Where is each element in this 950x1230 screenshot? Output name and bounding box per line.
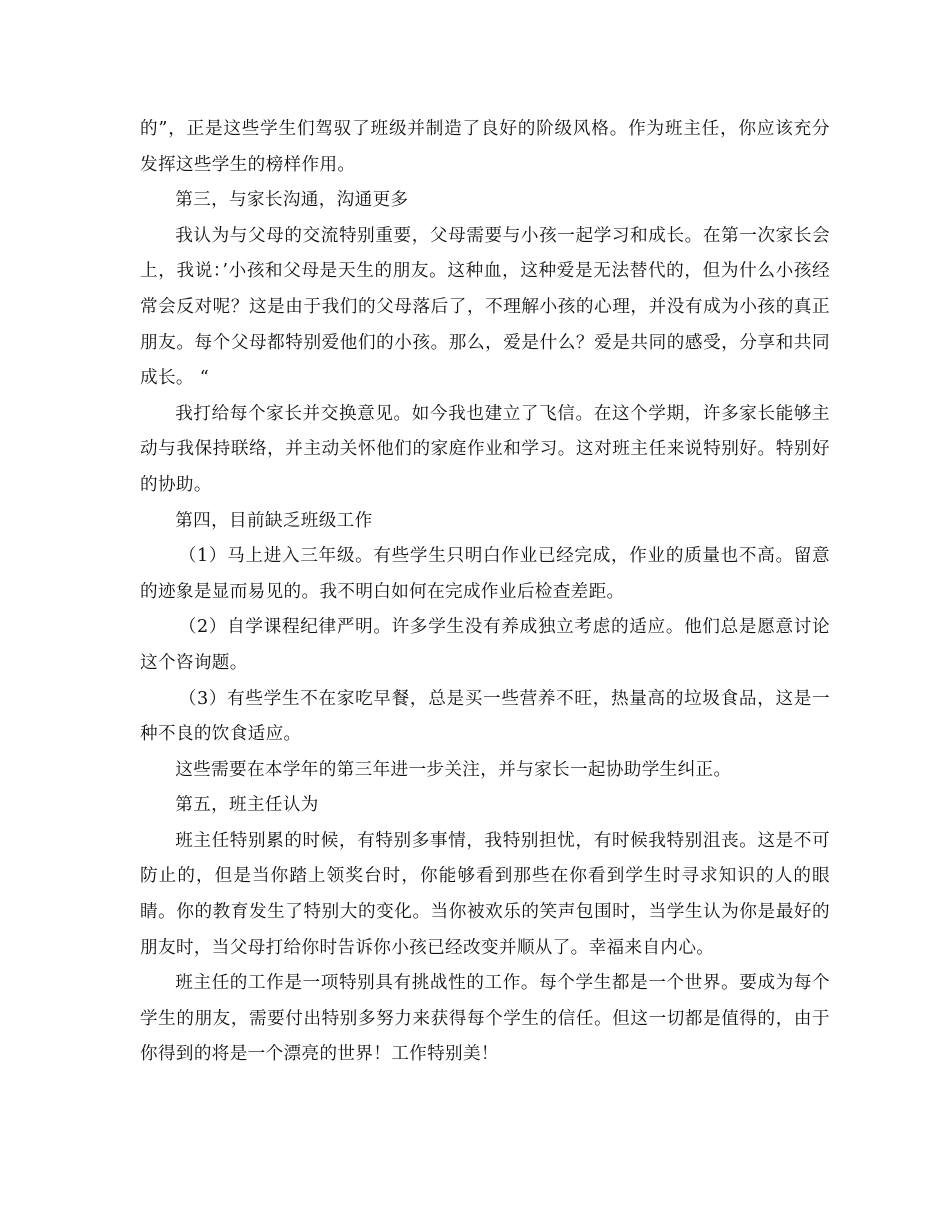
section-heading-three: 第三，与家长沟通，沟通更多 [175, 190, 409, 211]
paragraph-continuation: 的”，正是这些学生们驾驭了班级并制造了良好的阶级风格。作为班主任，你应该充分发挥这些学生的榜样作用。 [140, 119, 830, 175]
paragraph-follow-up: 这些需要在本学年的第三年进一步关注，并与家长一起协助学生纠正。 [175, 759, 732, 780]
list-item-two: （2）自学课程纪律严明。许多学生没有养成独立考虑的适应。他们总是愿意讨论这个咨询题。 [140, 617, 830, 673]
paragraph-parent-communication: 我认为与父母的交流特别重要，父母需要与小孩一起学习和成长。在第一次家长会上，我说：’小孩和父母是天生的朋友。这种血，这种爱是无法替代的，但为什么小孩经常会反对呢？这是由于我们的父母落后了，不理解小孩的心理，并没有成为小孩的真正朋友。每个父母都特别爱他们的小孩。那么，爱是什么？爱是共同的感受，分享和共同成长。 “ [140, 225, 830, 389]
paragraph-conclusion: 班主任的工作是一项特别具有挑战性的工作。每个学生都是一个世界。要成为每个学生的朋友，需要付出特别多努力来获得每个学生的信任。但这一切都是值得的，由于你得到的将是一个漂亮的世界！工作特别美！ [140, 973, 830, 1065]
section-heading-four: 第四，目前缺乏班级工作 [175, 510, 373, 531]
list-item-one: （1）马上进入三年级。有些学生只明白作业已经完成，作业的质量也不高。留意的迹象是显而易见的。我不明白如何在完成作业后检查差距。 [140, 546, 830, 602]
paragraph-phone-contact: 我打给每个家长并交换意见。如今我也建立了飞信。在这个学期，许多家长能够主动与我保持联络，并主动关怀他们的家庭作业和学习。这对班主任来说特别好。特别好的协助。 [140, 403, 830, 495]
document-body [140, 112, 830, 1073]
paragraph-teacher-feelings: 班主任特别累的时候，有特别多事情，我特别担忧，有时候我特别沮丧。这是不可防止的，但是当你踏上领奖台时，你能够看到那些在你看到学生时寻求知识的人的眼睛。你的教育发生了特别大的变化。当你被欢乐的笑声包围时，当学生认为你是最好的朋友时，当父母打给你时告诉你小孩已经改变并顺从了。幸福来自内心。 [140, 830, 830, 958]
section-heading-five: 第五，班主任认为 [175, 795, 319, 816]
list-item-three: （3）有些学生不在家吃早餐，总是买一些营养不旺，热量高的垃圾食品，这是一种不良的饮食适应。 [140, 688, 830, 745]
